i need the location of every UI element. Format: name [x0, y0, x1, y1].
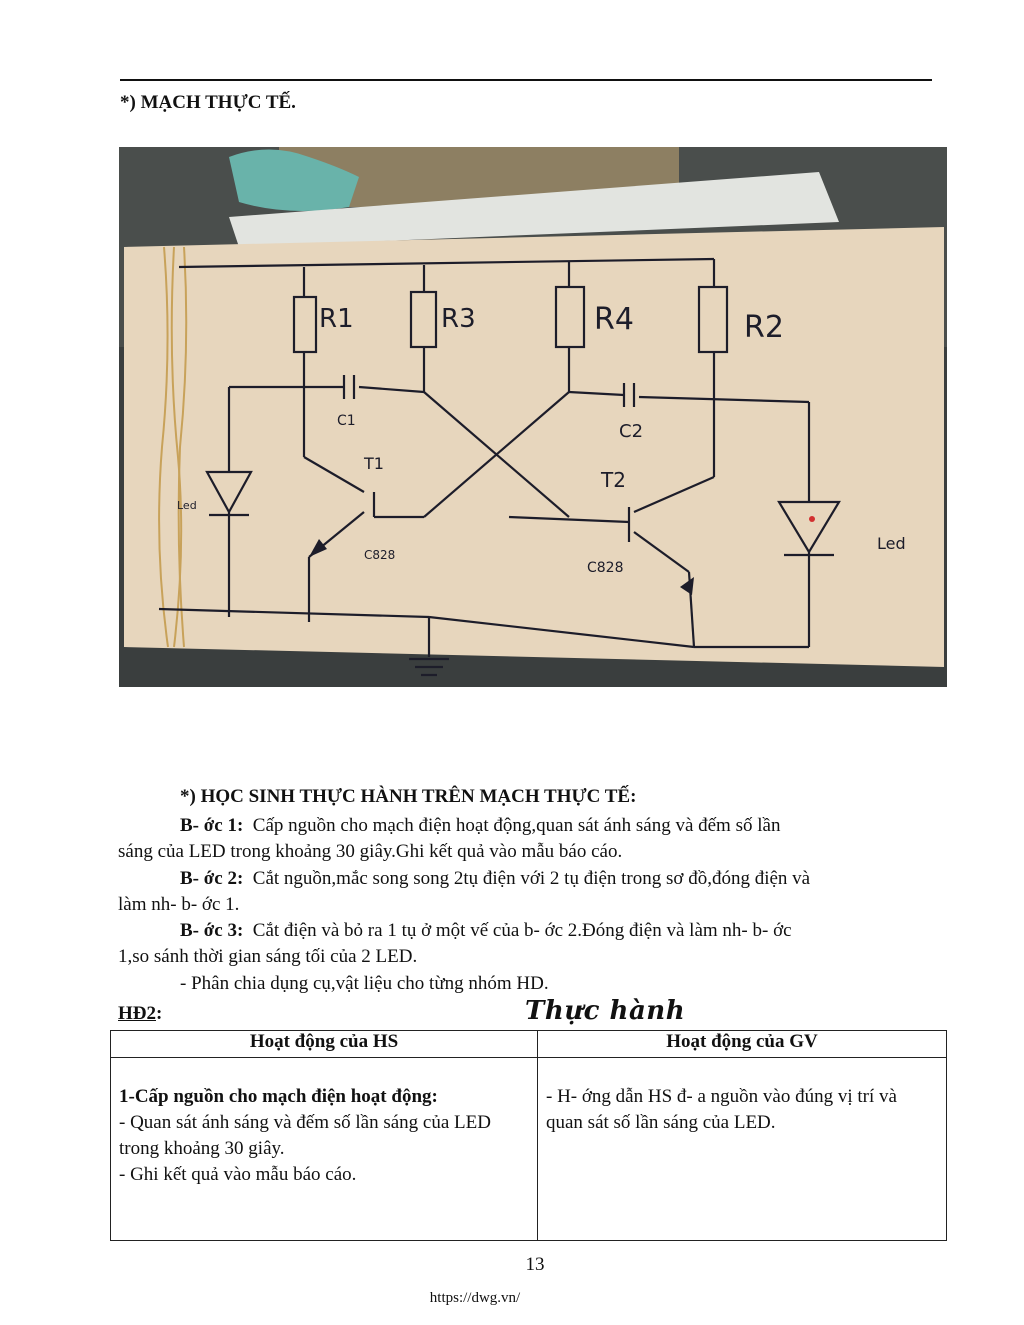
hd2-heading: [118, 1003, 162, 1025]
label-t2-part: C828: [587, 560, 624, 576]
step-3: [118, 918, 953, 970]
step-1: [118, 813, 953, 865]
step-1-label: B- ớc 1:: [180, 815, 244, 836]
step-2-text: Cắt nguồn,mắc song song 2tụ điện với 2 tụ điện trong sơ đồ,đóng điện và: [252, 868, 811, 889]
label-r1: R1: [319, 304, 354, 334]
page-number: 13: [525, 1254, 545, 1275]
label-r2: R2: [744, 310, 784, 345]
header-hs: Hoạt động của HS: [111, 1031, 538, 1058]
step-1-cont: sáng của LED trong khoảng 30 giây.Ghi kết quả vào mẫu báo cáo.: [118, 841, 623, 862]
note: [118, 971, 953, 997]
circuit-board-photo: [119, 147, 947, 687]
wooden-board: [124, 227, 944, 667]
top-rule: [120, 79, 932, 81]
step-3-text: Cắt điện và bỏ ra 1 tụ ở một vế của b- ớc 2.Đóng điện và làm nh- b- ớc: [252, 920, 792, 941]
hd2-colon: :: [156, 1003, 163, 1024]
label-led-left: Led: [177, 499, 197, 512]
header-gv: Hoạt động của GV: [538, 1031, 947, 1058]
label-t2: T2: [601, 468, 626, 492]
step-3-label: B- ớc 3:: [180, 920, 244, 941]
practice-title: Thực hành: [525, 996, 686, 1026]
activity-table: [110, 1030, 947, 1241]
footer-url: https://dwg.vn/: [429, 1290, 521, 1306]
step-1-text: Cấp nguồn cho mạch điện hoạt động,quan sát ánh sáng và đếm số lần: [252, 815, 781, 836]
label-c2: C2: [619, 421, 644, 442]
cell-hs: [111, 1058, 538, 1241]
section-heading-real-circuit: *) MẠCH THỰC TẾ.: [120, 92, 296, 113]
cell-gv: - H- ớng dẫn HS đ- a nguồn vào đúng vị trí và quan sát số lần sáng của LED.: [538, 1058, 947, 1241]
hs-bold-line: 1-Cấp nguồn cho mạch điện hoạt động:: [119, 1086, 438, 1107]
label-c1: C1: [337, 413, 356, 429]
section-heading-practice: *) HỌC SINH THỰC HÀNH TRÊN MẠCH THỰC TẾ:: [180, 786, 637, 807]
hd2-label: HĐ2: [118, 1003, 156, 1024]
hs-line-2: - Ghi kết quả vào mẫu báo cáo.: [119, 1164, 357, 1185]
hs-line-1: - Quan sát ánh sáng và đếm số lần sáng của LED trong khoảng 30 giây.: [119, 1112, 491, 1159]
step-2-cont: làm nh- b- ớc 1.: [118, 894, 240, 915]
note-text: - Phân chia dụng cụ,vật liệu cho từng nhóm HD.: [180, 973, 549, 994]
label-r3: R3: [441, 304, 476, 334]
step-2-label: B- ớc 2:: [180, 868, 244, 889]
label-r4: R4: [594, 302, 634, 337]
step-2: [118, 866, 953, 918]
label-led-right: Led: [877, 534, 906, 553]
label-t1-part: C828: [364, 548, 396, 562]
step-3-cont: 1,so sánh thời gian sáng tối của 2 LED.: [118, 946, 418, 967]
label-t1: T1: [364, 454, 384, 473]
